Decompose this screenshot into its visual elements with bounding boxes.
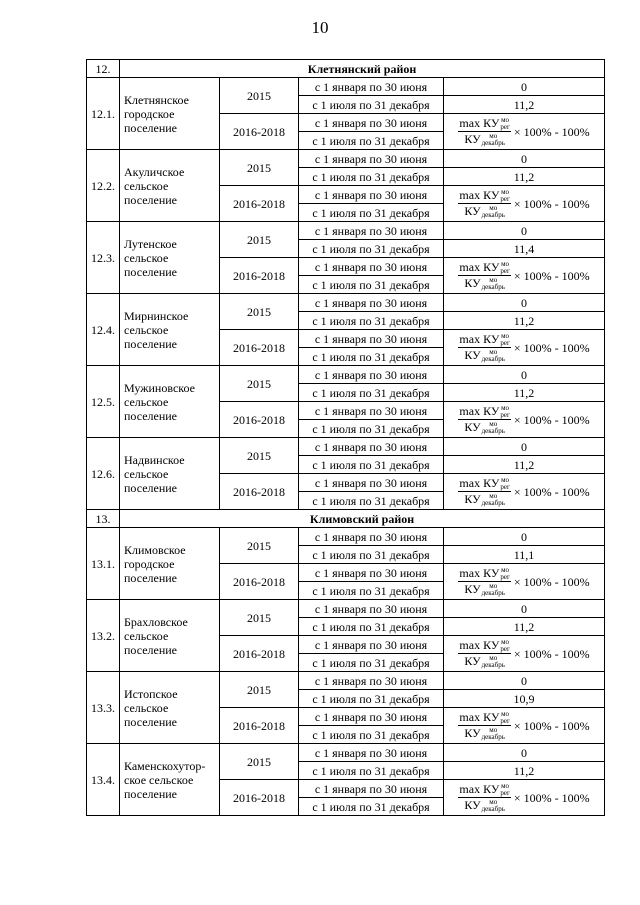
table-row	[87, 672, 605, 690]
formula-fraction	[458, 188, 510, 220]
formula-ku-den: КУ	[464, 492, 481, 506]
value-cell: 0	[444, 222, 605, 240]
formula-sub-dec: декабрь	[481, 499, 505, 508]
formula-sup: мо	[501, 116, 510, 124]
period-cell: с 1 января по 30 июня	[299, 744, 444, 762]
item-number: 12.5.	[87, 366, 120, 438]
item-number: 13.3.	[87, 672, 120, 744]
formula-cell	[444, 780, 605, 816]
year-cell: 2016-2018	[220, 708, 299, 744]
formula-max: max	[459, 565, 481, 580]
formula-sub-dec: декабрь	[481, 427, 505, 436]
period-cell: с 1 июля по 31 декабря	[299, 654, 444, 672]
formula-sub-reg: рег	[500, 717, 510, 725]
formula-indices-den	[482, 205, 505, 219]
settlement-name: Климовское городское поселение	[120, 528, 220, 600]
period-cell: с 1 июля по 31 декабря	[299, 312, 444, 330]
section-header-row	[87, 510, 605, 528]
settlement-name: Мирнинское сельское поселение	[120, 294, 220, 366]
table-row	[87, 600, 605, 618]
formula-indices-den	[482, 655, 505, 669]
period-cell: с 1 января по 30 июня	[299, 636, 444, 654]
formula-cell	[444, 636, 605, 672]
formula-ku: КУ	[483, 781, 500, 796]
settlement-name: Каменскохутор-ское сельское поселение	[120, 744, 220, 816]
formula-ku-den: КУ	[464, 654, 481, 668]
formula-numerator	[458, 188, 510, 204]
year-cell: 2015	[220, 366, 299, 402]
value-cell: 11,1	[444, 546, 605, 564]
period-cell: с 1 июля по 31 декабря	[299, 582, 444, 600]
period-cell: с 1 января по 30 июня	[299, 78, 444, 96]
item-number: 12.2.	[87, 150, 120, 222]
formula-fraction	[458, 332, 510, 364]
formula-sub-dec: декабрь	[481, 139, 505, 148]
value-cell: 0	[444, 600, 605, 618]
formula-ku: КУ	[483, 331, 500, 346]
formula-indices-den	[482, 421, 505, 435]
formula-ku: КУ	[483, 115, 500, 130]
formula-denominator	[464, 798, 505, 813]
tariff-table	[86, 59, 605, 816]
formula-sup-den: мо	[489, 582, 498, 591]
formula-tail: × 100% - 100%	[513, 484, 590, 499]
formula-denominator	[464, 132, 505, 147]
year-cell: 2016-2018	[220, 330, 299, 366]
period-cell: с 1 июля по 31 декабря	[299, 798, 444, 816]
period-cell: с 1 июля по 31 декабря	[299, 690, 444, 708]
period-cell: с 1 января по 30 июня	[299, 708, 444, 726]
value-cell: 11,2	[444, 762, 605, 780]
formula-fraction	[458, 566, 510, 598]
formula-ku-den: КУ	[464, 420, 481, 434]
formula-numerator	[458, 710, 510, 726]
period-cell: с 1 января по 30 июня	[299, 564, 444, 582]
formula-sub-reg: рег	[500, 483, 510, 491]
period-cell: с 1 января по 30 июня	[299, 222, 444, 240]
formula-numerator	[458, 260, 510, 276]
item-number: 12.1.	[87, 78, 120, 150]
formula-tail: × 100% - 100%	[513, 574, 590, 589]
formula-sub-dec: декабрь	[481, 283, 505, 292]
formula	[458, 116, 589, 148]
settlement-name: Лутенское сельское поселение	[120, 222, 220, 294]
settlement-name: Акуличское сельское поселение	[120, 150, 220, 222]
formula-tail: × 100% - 100%	[513, 124, 590, 139]
formula-sub-reg: рег	[500, 411, 510, 419]
formula-indices	[500, 567, 509, 581]
formula-sup: мо	[501, 260, 510, 268]
formula-tail: × 100% - 100%	[513, 718, 590, 733]
year-cell: 2015	[220, 78, 299, 114]
period-cell: с 1 июля по 31 декабря	[299, 276, 444, 294]
value-cell: 11,2	[444, 384, 605, 402]
formula-sup-den: мо	[489, 132, 498, 141]
formula-numerator	[458, 638, 510, 654]
formula-tail: × 100% - 100%	[513, 340, 590, 355]
formula-cell	[444, 114, 605, 150]
table-row	[87, 744, 605, 762]
formula-sub-reg: рег	[500, 195, 510, 203]
formula-sup-den: мо	[489, 798, 498, 807]
formula-max: max	[459, 331, 481, 346]
year-cell: 2016-2018	[220, 636, 299, 672]
formula-tail: × 100% - 100%	[513, 790, 590, 805]
formula-ku: КУ	[483, 565, 500, 580]
formula-fraction	[458, 260, 510, 292]
formula	[458, 566, 589, 598]
year-cell: 2015	[220, 222, 299, 258]
period-cell: с 1 июля по 31 декабря	[299, 96, 444, 114]
formula-numerator	[458, 782, 510, 798]
year-cell: 2016-2018	[220, 402, 299, 438]
formula-cell	[444, 186, 605, 222]
formula-sub-reg: рег	[500, 789, 510, 797]
formula-sup-den: мо	[489, 348, 498, 357]
year-cell: 2015	[220, 438, 299, 474]
item-number: 13.2.	[87, 600, 120, 672]
formula-tail: × 100% - 100%	[513, 268, 590, 283]
formula-sup-den: мо	[489, 204, 498, 213]
formula-ku-den: КУ	[464, 204, 481, 218]
formula-fraction	[458, 710, 510, 742]
value-cell: 0	[444, 294, 605, 312]
formula-max: max	[459, 709, 481, 724]
formula-sup: мо	[501, 332, 510, 340]
formula-indices	[500, 711, 509, 725]
formula-numerator	[458, 566, 510, 582]
formula-sup: мо	[501, 566, 510, 574]
formula-numerator	[458, 116, 510, 132]
formula-ku-den: КУ	[464, 348, 481, 362]
formula-sup: мо	[501, 782, 510, 790]
period-cell: с 1 июля по 31 декабря	[299, 492, 444, 510]
period-cell: с 1 января по 30 июня	[299, 672, 444, 690]
formula-sup: мо	[501, 188, 510, 196]
value-cell: 11,2	[444, 456, 605, 474]
value-cell: 0	[444, 672, 605, 690]
period-cell: с 1 января по 30 июня	[299, 474, 444, 492]
period-cell: с 1 января по 30 июня	[299, 150, 444, 168]
formula-sup: мо	[501, 404, 510, 412]
formula-indices	[500, 189, 509, 203]
period-cell: с 1 января по 30 июня	[299, 186, 444, 204]
period-cell: с 1 июля по 31 декабря	[299, 546, 444, 564]
period-cell: с 1 июля по 31 декабря	[299, 618, 444, 636]
value-cell: 0	[444, 438, 605, 456]
formula-max: max	[459, 115, 481, 130]
formula-fraction	[458, 638, 510, 670]
formula-tail: × 100% - 100%	[513, 412, 590, 427]
formula-sup-den: мо	[489, 492, 498, 501]
page-number: 10	[311, 18, 329, 37]
formula-numerator	[458, 404, 510, 420]
value-cell: 11,2	[444, 618, 605, 636]
period-cell: с 1 июля по 31 декабря	[299, 348, 444, 366]
table-row	[87, 222, 605, 240]
formula-ku: КУ	[483, 709, 500, 724]
formula-ku: КУ	[483, 475, 500, 490]
item-number: 12.4.	[87, 294, 120, 366]
formula-sub-dec: декабрь	[481, 355, 505, 364]
formula-cell	[444, 402, 605, 438]
formula-indices-den	[482, 493, 505, 507]
formula-ku-den: КУ	[464, 582, 481, 596]
formula-ku-den: КУ	[464, 798, 481, 812]
period-cell: с 1 января по 30 июня	[299, 528, 444, 546]
period-cell: с 1 июля по 31 декабря	[299, 420, 444, 438]
formula-max: max	[459, 187, 481, 202]
formula-indices-den	[482, 133, 505, 147]
settlement-name: Брахловское сельское поселение	[120, 600, 220, 672]
formula-indices	[500, 117, 509, 131]
year-cell: 2015	[220, 672, 299, 708]
table-row	[87, 438, 605, 456]
formula-ku: КУ	[483, 637, 500, 652]
formula-sub-reg: рег	[500, 573, 510, 581]
item-number: 13.4.	[87, 744, 120, 816]
formula-fraction	[458, 404, 510, 436]
period-cell: с 1 января по 30 июня	[299, 258, 444, 276]
formula	[458, 260, 589, 292]
formula-sup-den: мо	[489, 726, 498, 735]
settlement-name: Надвинское сельское поселение	[120, 438, 220, 510]
section-number: 12.	[87, 60, 120, 78]
formula-indices-den	[482, 727, 505, 741]
period-cell: с 1 июля по 31 декабря	[299, 132, 444, 150]
formula-sub-reg: рег	[500, 645, 510, 653]
item-number: 13.1.	[87, 528, 120, 600]
period-cell: с 1 июля по 31 декабря	[299, 456, 444, 474]
formula-denominator	[464, 654, 505, 669]
formula	[458, 332, 589, 364]
formula-sub-dec: декабрь	[481, 211, 505, 220]
settlement-name: Клетнянское городское поселение	[120, 78, 220, 150]
period-cell: с 1 июля по 31 декабря	[299, 240, 444, 258]
year-cell: 2015	[220, 528, 299, 564]
formula-sup: мо	[501, 638, 510, 646]
period-cell: с 1 июля по 31 декабря	[299, 762, 444, 780]
formula-cell	[444, 564, 605, 600]
period-cell: с 1 января по 30 июня	[299, 600, 444, 618]
formula-max: max	[459, 259, 481, 274]
formula-max: max	[459, 403, 481, 418]
period-cell: с 1 января по 30 июня	[299, 366, 444, 384]
formula-indices	[500, 783, 509, 797]
period-cell: с 1 июля по 31 декабря	[299, 726, 444, 744]
formula-indices-den	[482, 799, 505, 813]
table-row	[87, 294, 605, 312]
year-cell: 2016-2018	[220, 258, 299, 294]
formula-sub-dec: декабрь	[481, 661, 505, 670]
item-number: 12.3.	[87, 222, 120, 294]
year-cell: 2016-2018	[220, 564, 299, 600]
formula-sub-reg: рег	[500, 267, 510, 275]
period-cell: с 1 января по 30 июня	[299, 114, 444, 132]
formula-cell	[444, 330, 605, 366]
formula-ku: КУ	[483, 187, 500, 202]
value-cell: 11,2	[444, 96, 605, 114]
formula-sub-reg: рег	[500, 123, 510, 131]
formula-denominator	[464, 204, 505, 219]
formula-tail: × 100% - 100%	[513, 646, 590, 661]
table-row	[87, 78, 605, 96]
formula-sup-den: мо	[489, 654, 498, 663]
value-cell: 0	[444, 150, 605, 168]
period-cell: с 1 июля по 31 декабря	[299, 168, 444, 186]
year-cell: 2015	[220, 600, 299, 636]
formula-denominator	[464, 492, 505, 507]
table-row	[87, 366, 605, 384]
formula-fraction	[458, 116, 510, 148]
formula	[458, 638, 589, 670]
formula	[458, 710, 589, 742]
period-cell: с 1 июля по 31 декабря	[299, 384, 444, 402]
value-cell: 10,9	[444, 690, 605, 708]
section-title: Клетнянский район	[120, 60, 605, 78]
table-row	[87, 528, 605, 546]
value-cell: 0	[444, 78, 605, 96]
formula-sup-den: мо	[489, 420, 498, 429]
value-cell: 11,2	[444, 312, 605, 330]
formula-sub-dec: декабрь	[481, 589, 505, 598]
formula-max: max	[459, 637, 481, 652]
formula-indices	[500, 639, 509, 653]
formula	[458, 782, 589, 814]
period-cell: с 1 июля по 31 декабря	[299, 204, 444, 222]
year-cell: 2016-2018	[220, 780, 299, 816]
formula-sub-reg: рег	[500, 339, 510, 347]
formula-indices	[500, 477, 509, 491]
year-cell: 2015	[220, 744, 299, 780]
formula-denominator	[464, 582, 505, 597]
year-cell: 2015	[220, 294, 299, 330]
value-cell: 11,2	[444, 168, 605, 186]
formula-denominator	[464, 276, 505, 291]
formula-sub-dec: декабрь	[481, 805, 505, 814]
formula-ku: КУ	[483, 403, 500, 418]
formula-indices	[500, 333, 509, 347]
formula-ku-den: КУ	[464, 276, 481, 290]
formula-indices-den	[482, 349, 505, 363]
period-cell: с 1 января по 30 июня	[299, 402, 444, 420]
formula-numerator	[458, 332, 510, 348]
formula-ku: КУ	[483, 259, 500, 274]
formula	[458, 404, 589, 436]
formula	[458, 476, 589, 508]
year-cell: 2016-2018	[220, 474, 299, 510]
formula-ku-den: КУ	[464, 132, 481, 146]
formula-indices-den	[482, 277, 505, 291]
formula-fraction	[458, 476, 510, 508]
formula-denominator	[464, 420, 505, 435]
section-title: Климовский район	[120, 510, 605, 528]
value-cell: 0	[444, 528, 605, 546]
formula-indices-den	[482, 583, 505, 597]
formula-indices	[500, 261, 509, 275]
formula-cell	[444, 474, 605, 510]
period-cell: с 1 января по 30 июня	[299, 780, 444, 798]
year-cell: 2016-2018	[220, 186, 299, 222]
formula-fraction	[458, 782, 510, 814]
formula-numerator	[458, 476, 510, 492]
value-cell: 0	[444, 366, 605, 384]
formula-denominator	[464, 348, 505, 363]
period-cell: с 1 января по 30 июня	[299, 294, 444, 312]
formula-max: max	[459, 781, 481, 796]
formula-sup: мо	[501, 476, 510, 484]
formula-denominator	[464, 726, 505, 741]
section-header-row	[87, 60, 605, 78]
period-cell: с 1 января по 30 июня	[299, 330, 444, 348]
formula-max: max	[459, 475, 481, 490]
formula-sup-den: мо	[489, 276, 498, 285]
formula-cell	[444, 258, 605, 294]
formula-indices	[500, 405, 509, 419]
table-row	[87, 150, 605, 168]
settlement-name: Истопское сельское поселение	[120, 672, 220, 744]
period-cell: с 1 января по 30 июня	[299, 438, 444, 456]
formula-sub-dec: декабрь	[481, 733, 505, 742]
year-cell: 2016-2018	[220, 114, 299, 150]
section-number: 13.	[87, 510, 120, 528]
value-cell: 11,4	[444, 240, 605, 258]
formula-sup: мо	[501, 710, 510, 718]
formula-tail: × 100% - 100%	[513, 196, 590, 211]
formula-ku-den: КУ	[464, 726, 481, 740]
formula	[458, 188, 589, 220]
item-number: 12.6.	[87, 438, 120, 510]
value-cell: 0	[444, 744, 605, 762]
formula-cell	[444, 708, 605, 744]
year-cell: 2015	[220, 150, 299, 186]
settlement-name: Мужиновское сельское поселение	[120, 366, 220, 438]
